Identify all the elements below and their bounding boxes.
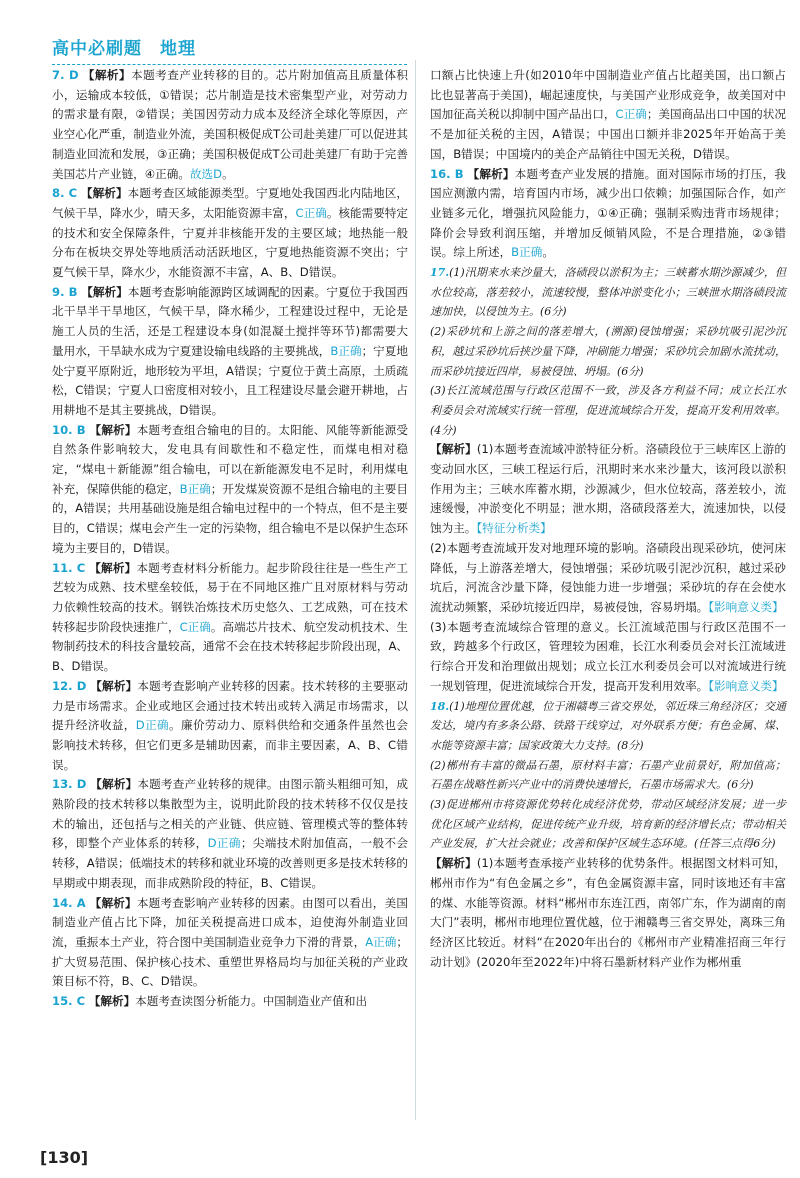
answer-item bbox=[430, 165, 786, 264]
analysis-tag: 【解析】 bbox=[82, 68, 132, 82]
q17-analysis-1: 【解析】(1)本题考查流域冲淤特征分析。洛碛段位于三峡库区上游的变动回水区，三峡工程运行后，汛期时来水来沙量大，该河段以淤积作用为主；三峡水库蓄水期，沙源减少，但水位较高，落差较小，流速缓慢，冲淤变化不明显；泄水期，洛碛段落差大，流速加快，以侵蚀为主。【特征分析类】 bbox=[430, 442, 786, 536]
answer-item bbox=[52, 66, 408, 184]
analysis-text: ；扩大贸易范围、保护核心技术、重塑世界格局均与加征关税的产业政策目标不符，B、C、D错误。 bbox=[52, 934, 408, 989]
q18-analysis: 【解析】(1)本题考查承接产业转移的优势条件。根据图文材料可知，郴州市作为“有色金属之乡”，有色金属资源丰富，同时该地还有丰富的煤、水能等资源。材料“郴州市东连江西，南邻广东，作为湖南的南大门”表明，郴州市地理位置优越，位于湘赣粤三省交界处，离珠三角经济区比较近。材料“在2020年出台的《郴州市产业精准招商三年行动计划》(2020年至2022年)中将石墨新材料产业作为郴州重 bbox=[430, 856, 786, 969]
question-number: 7. D bbox=[52, 68, 79, 82]
analysis-text: 本题考查产业转移的目的。芯片附加值高且质量体积小，运输成本较低，①错误；芯片制造是技术密集型产业，对劳动力的需求量有限，②错误；美国因劳动力成本及经济全球化等原因，产业空心化严重，制造业外流，美国积极促成T公司赴美建厂可以促进其制造业回流和发展，③正确；美国积极促成T公司赴美建厂有助于完善美国芯片产业链，④正确。 bbox=[52, 68, 408, 181]
analysis-text: 。核能需要特定的技术和安全保障条件，宁夏并非核能开发的主要区域；地热能一般分布在板块交界处等地质活动活跃地区，宁夏地热能资源不突出；宁夏气候干旱，降水少，水能资源不丰富，A、B、D错误。 bbox=[52, 205, 408, 280]
answer-item bbox=[52, 677, 408, 776]
question-number: 9. B bbox=[52, 284, 78, 299]
answer-highlight: 故选D bbox=[189, 166, 223, 181]
answer-item bbox=[52, 421, 408, 559]
q17-analysis-3: (3)本题考查流域综合管理的意义。长江流域范围与行政区范围不一致，跨越多个行政区，管理较为困难，长江水利委员会对长江流域进行综合开发和治理做出规划；成立长江水利委员会可以对流域进行统一规划管理，促进流域综合开发，提高开发利用效率。【影响意义类】 bbox=[430, 619, 786, 693]
analysis-text: 本题考查产业转移的规律。由图示箭头粗细可知，成熟阶段的技术转移以集散型为主，说明此阶段的技术转移不仅仅是技术的输出，还包括与之相关的产业链、供应链、管理模式等的整体转移，即整个产业体系的转移， bbox=[52, 777, 408, 851]
q17-answer-2: (2)采砂坑和上游之间的落差增大，(溯源)侵蚀增强；采砂坑吸引泥沙沉积，越过采砂坑后挟沙量下降，冲刷能力增强；采砂坑会加剧水流扰动，而采砂坑接近四岸，易被侵蚀、坍塌。(6分) bbox=[430, 325, 786, 378]
analysis-text: 。 bbox=[222, 166, 234, 181]
analysis-text: ；开发煤炭资源不是组合输电的主要目的，A错误；共用基础设施是组合输电过程中的一个特点，但不是主要目的，C错误；煤电会产生一定的污染物，组合输电不是以保护生态环境为主要目的，D错误。 bbox=[52, 481, 408, 555]
analysis-tag: 【解析】 bbox=[81, 284, 128, 299]
right-column bbox=[430, 66, 786, 972]
q18-answer-1: 18.(1)地理位置优越，位于湘赣粤三省交界处，邻近珠三角经济区；交通发达，境内有多条公路、铁路干线穿过，对外联系方便；有色金属、煤、水能等资源丰富；国家政策大力支持。(8分) bbox=[430, 699, 786, 752]
analysis-text: 本题考查材料分析能力。起步阶段往往是一些生产工艺较为成熟、技术壁垒较低，易于在不同地区推广且对原材料与劳动力依赖性较高的技术。钢铁冶炼技术历史悠久、工艺成熟，可在技术转移起步阶段快速推广， bbox=[52, 560, 408, 634]
answer-item bbox=[52, 992, 408, 1012]
q18-answer-2: (2)郴州有丰富的微晶石墨，原材料丰富；石墨产业前景好，附加值高；石墨在战略性新兴产业中的消费快速增长，石墨市场需求大。(6分) bbox=[430, 758, 786, 792]
column-divider bbox=[415, 60, 416, 1120]
analysis-tag: 【解析】 bbox=[88, 994, 136, 1009]
analysis-tag: 【解析】 bbox=[467, 166, 515, 181]
answer-highlight: C正确 bbox=[615, 107, 647, 122]
answer-item bbox=[52, 184, 408, 283]
page-header bbox=[52, 34, 772, 62]
question-number: 12. D bbox=[52, 678, 87, 693]
left-column bbox=[52, 66, 408, 1012]
question-number: 13. D bbox=[52, 777, 87, 792]
answer-highlight: D正确 bbox=[135, 718, 170, 733]
analysis-text: 本题考查组合输电的目的。太阳能、风能等新能源受自然条件影响较大，发电具有间歇性和不稳定性，而煤电相对稳定，“煤电＋新能源”组合输电，可以在新能源发电不足时，利用煤电补充，保障供能的稳定， bbox=[52, 422, 408, 496]
answer-item bbox=[430, 66, 786, 165]
q18-answer-3: (3)促进郴州市将资源优势转化成经济优势，带动区域经济发展；进一步优化区域产业结构，促进传统产业升级，培育新的经济增长点；带动相关产业发展，扩大社会就业；改善和保护区域生态环境。(任答三点得6分) bbox=[430, 798, 786, 851]
analysis-tag: 【解析】 bbox=[89, 560, 137, 575]
analysis-tag: 【解析】 bbox=[80, 186, 128, 201]
answer-highlight: B正确 bbox=[179, 481, 211, 496]
question-number: 8. C bbox=[52, 186, 78, 201]
header-divider bbox=[52, 64, 407, 65]
answer-highlight: B正确 bbox=[511, 245, 543, 260]
analysis-text: 。 bbox=[542, 245, 554, 260]
page-number: [130] bbox=[40, 1148, 89, 1167]
analysis-text: 本题考查读图分析能力。中国制造业产值和出 bbox=[135, 994, 368, 1009]
analysis-text: 口额占比快速上升(如2010年中国制造业产值占比超美国，出口额占比也显著高于美国)，崛起速度快，与美国产业形成竞争，故美国对中国加征高关税以抑制中国产品出口， bbox=[430, 68, 786, 122]
answer-highlight: B正确 bbox=[330, 343, 362, 358]
answer-highlight: C正确 bbox=[295, 205, 327, 220]
analysis-text: 。高端芯片技术、航空发动机技术、生物制药技术的科技含量较高，通常不会在技术转移起步阶段出现，A、B、D错误。 bbox=[52, 619, 408, 674]
answer-highlight: A正确 bbox=[365, 934, 397, 949]
analysis-text: 本题考查影响能源跨区域调配的因素。宁夏位于我国西北干旱半干旱地区，气候干旱，降水稀少，工程建设过程中，无论是施工人员的生活，还是工程建设本身(如混凝土搅拌等环节)都需要大量用水，干旱缺水成为宁夏建设输电线路的主要挑战， bbox=[52, 284, 408, 358]
analysis-text: 本题考查影响产业转移的因素。技术转移的主要驱动力是市场需求。企业或地区会通过技术转出或转入满足市场需求，以提升经济收益， bbox=[52, 678, 408, 733]
answer-item bbox=[52, 283, 408, 421]
answer-highlight: D正确 bbox=[207, 836, 241, 851]
question-number: 17. bbox=[430, 266, 450, 280]
category-label: 【影响意义类】 bbox=[708, 599, 784, 614]
q17-answer-1: 17.(1)汛期来水来沙量大，洛碛段以淤积为主；三峡蓄水期沙源减少，但水位较高，落差较小，流速较慢，整体冲淤变化小；三峡泄水期洛碛段流速加快，以侵蚀为主。(6分) bbox=[430, 266, 786, 319]
analysis-tag: 【解析】 bbox=[89, 895, 137, 910]
category-label: 【影响意义类】 bbox=[708, 678, 784, 693]
answer-item bbox=[52, 894, 408, 993]
question-number: 18. bbox=[430, 699, 450, 713]
analysis-text: ；尖端技术附加值高，一般不会转移，A错误；低端技术的转移和就业环境的改善则更多是技术转移的早期或中期表现，而非成熟阶段的特征，B、C错误。 bbox=[52, 836, 408, 890]
analysis-text: ；美国商品出口中国的状况不是加征关税的主因，A错误；中国出口额并非2025年开始高于美国，B错误；中国境内的美企产品销往中国无关税，D错误。 bbox=[430, 107, 786, 161]
question-number: 10. B bbox=[52, 422, 86, 437]
question-number: 14. A bbox=[52, 895, 86, 910]
question-number: 15. C bbox=[52, 994, 86, 1009]
analysis-tag: 【解析】 bbox=[89, 422, 137, 437]
answer-item bbox=[52, 775, 408, 893]
analysis-text: 本题考查影响产业转移的因素。由图可以看出，美国制造业产值占比下降，加征关税提高进口成本，迫使海外制造业回流，重振本土产业，符合图中美国制造业竞争力下滑的背景， bbox=[52, 895, 408, 949]
answer-item bbox=[52, 559, 408, 677]
analysis-tag: 【解析】 bbox=[90, 777, 138, 792]
category-label: 【特征分析类】 bbox=[476, 521, 552, 536]
q17-analysis-2: (2)本题考查流域开发对地理环境的影响。洛碛段出现采砂坑，使河床降低，与上游落差增大，侵蚀增强；采砂坑吸引泥沙沉积，越过采砂坑后，河流含沙量下降，侵蚀能力进一步增强；采砂坑的存在会使水流扰动频繁，采砂坑接近四岸，易被侵蚀，容易坍塌。【影响意义类】 bbox=[430, 540, 786, 614]
analysis-text: 本题考查区域能源类型。宁夏地处我国西北内陆地区，气候干旱，降水少，晴天多，太阳能资源丰富， bbox=[52, 186, 408, 220]
analysis-text: ；宁夏地处宁夏平原附近，地形较为平坦，A错误；宁夏位于黄土高原，土质疏松，C错误；宁夏人口密度相对较小，且工程建设尽量会避开耕地，占用耕地不是其主要挑战，D错误。 bbox=[52, 343, 408, 417]
question-number: 11. C bbox=[52, 560, 86, 575]
question-number: 16. B bbox=[430, 166, 464, 181]
header-title: 高中必刷题 地理 bbox=[52, 39, 196, 59]
analysis-text: 。廉价劳动力、原料供给和交通条件虽然也会影响技术转移，但它们更多是辅助因素，而非主要因素，A、B、C错误。 bbox=[52, 718, 408, 772]
q17-answer-3: (3)长江流域范围与行政区范围不一致，涉及各方利益不同；成立长江水利委员会对流域实行统一管理，促进流域综合开发，提高开发利用效率。(4分) bbox=[430, 384, 786, 437]
analysis-text: 本题考查产业发展的措施。面对国际市场的打压，我国应测激内需，培育国内市场，减少出口依赖；加强国际合作，如产业链多元化，增强抗风险能力，①④正确；强制采购违背市场规律；降价会导致利润压缩，并增加反倾销风险，不是合理措施，②③错误。综上所述， bbox=[430, 166, 786, 260]
analysis-tag: 【解析】 bbox=[90, 678, 138, 693]
answer-highlight: C正确 bbox=[179, 619, 211, 634]
